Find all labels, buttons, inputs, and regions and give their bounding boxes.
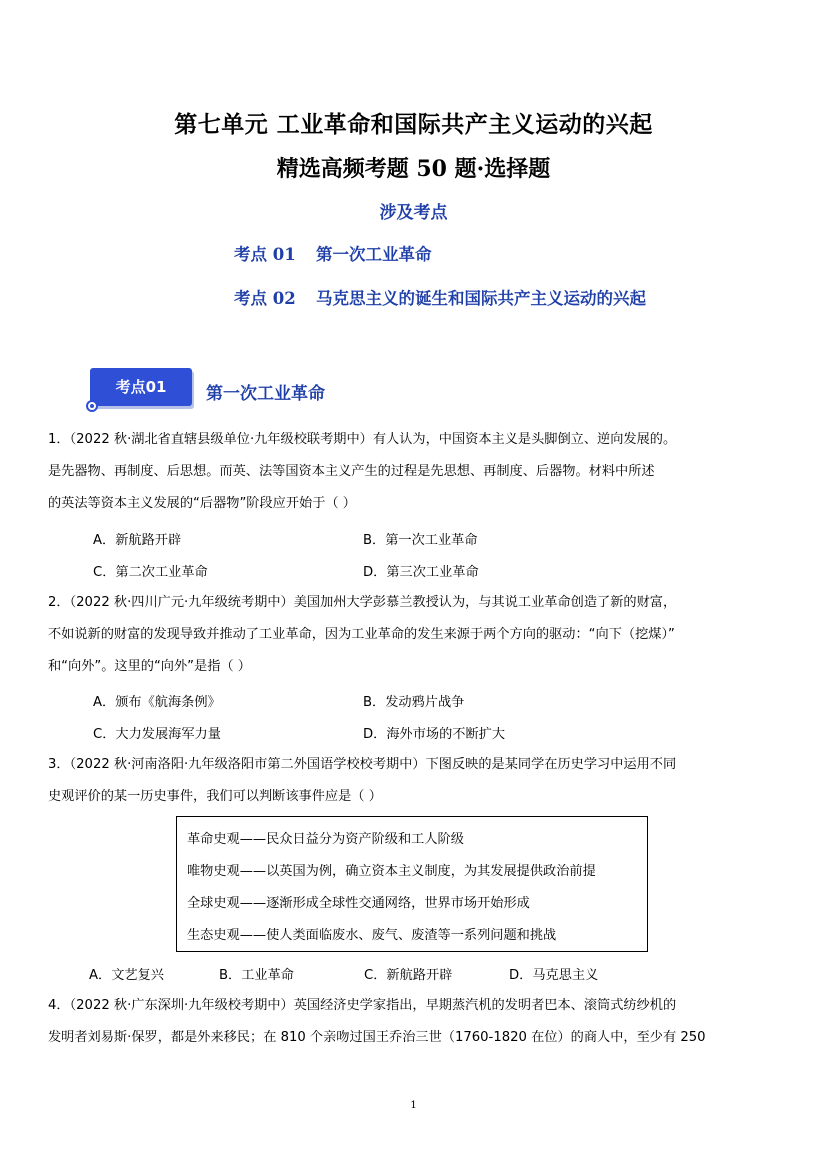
- option-d: D．马克思主义: [509, 968, 599, 983]
- option-b: B．发动鸦片战争: [363, 695, 465, 710]
- option-b: B．第一次工业革命: [363, 533, 478, 548]
- material-line: 唯物史观——以英国为例，确立资本主义制度，为其发展提供政治前提: [187, 864, 596, 879]
- option-c: C．大力发展海军力量: [93, 727, 221, 742]
- kaodian-heading: 涉及考点: [379, 203, 448, 223]
- material-line: 革命史观——民众日益分为资产阶级和工人阶级: [187, 832, 464, 847]
- unit-subtitle: 精选高频考题 50 题·选择题: [276, 156, 551, 182]
- question-text-line: 发明者刘易斯·保罗，都是外来移民；在 810 个亲吻过国王乔治三世（1760-1820 在位）的商人中，至少有 250: [48, 1030, 706, 1045]
- question-text-line: 1．（2022 秋·湖北省直辖县级单位·九年级校联考期中）有人认为，中国资本主义是头脚倒立、逆向发展的。: [48, 432, 677, 447]
- question-text-line: 和“向外”。这里的“向外”是指（ ）: [48, 659, 251, 674]
- question-2: [48, 587, 768, 683]
- option-a: A．文艺复兴: [89, 968, 164, 983]
- kaodian-item: [234, 285, 646, 309]
- material-line: 生态史观——使人类面临废水、废气、废渣等一系列问题和挑战: [187, 928, 557, 943]
- question-1: [48, 424, 768, 520]
- question-text-line: 是先器物、再制度、后思想。而英、法等国资本主义产生的过程是先思想、再制度、后器物。材料中所述: [48, 464, 655, 479]
- option-d: D．第三次工业革命: [363, 565, 479, 580]
- question-3: [48, 749, 768, 813]
- question-text-line: 2．（2022 秋·四川广元·九年级统考期中）美国加州大学彭慕兰教授认为，与其说工业革命创造了新的财富，: [48, 595, 677, 610]
- kaodian-item: [234, 241, 432, 265]
- question-text-line: 史观评价的某一历史事件，我们可以判断该事件应是（ ）: [48, 789, 382, 804]
- kaodian-label: 马克思主义的诞生和国际共产主义运动的兴起: [316, 289, 646, 308]
- material-box: [176, 816, 648, 952]
- kaodian-label: 第一次工业革命: [316, 245, 432, 264]
- option-a: A．新航路开辟: [93, 533, 182, 548]
- section-badge-label: 考点01: [115, 378, 167, 396]
- section-title: 第一次工业革命: [206, 384, 325, 404]
- kaodian-code: 考点 01: [234, 245, 296, 264]
- option-b: B．工业革命: [219, 968, 294, 983]
- question-text-line: 的英法等资本主义发展的“后器物”阶段应开始于（ ）: [48, 496, 356, 511]
- badge-dot-icon: [86, 400, 98, 412]
- page-number: 1: [410, 1100, 417, 1111]
- option-d: D．海外市场的不断扩大: [363, 727, 506, 742]
- unit-title: 第七单元 工业革命和国际共产主义运动的兴起: [174, 112, 653, 138]
- option-c: C．新航路开辟: [364, 968, 453, 983]
- section-badge: [86, 368, 196, 414]
- question-4: [48, 990, 768, 1054]
- question-text-line: 不如说新的财富的发现导致并推动了工业革命，因为工业革命的发生来源于两个方向的驱动：“向下（挖煤）”: [48, 627, 675, 642]
- material-line: 全球史观——逐渐形成全球性交通网络，世界市场开始形成: [187, 896, 530, 911]
- question-text-line: 3．（2022 秋·河南洛阳·九年级洛阳市第二外国语学校校考期中）下图反映的是某同学在历史学习中运用不同: [48, 757, 677, 772]
- option-a: A．颁布《航海条例》: [93, 695, 221, 710]
- kaodian-code: 考点 02: [234, 289, 296, 308]
- question-text-line: 4．（2022 秋·广东深圳·九年级校考期中）英国经济史学家指出，早期蒸汽机的发明者巴本、滚筒式纺纱机的: [48, 998, 677, 1013]
- option-c: C．第二次工业革命: [93, 565, 208, 580]
